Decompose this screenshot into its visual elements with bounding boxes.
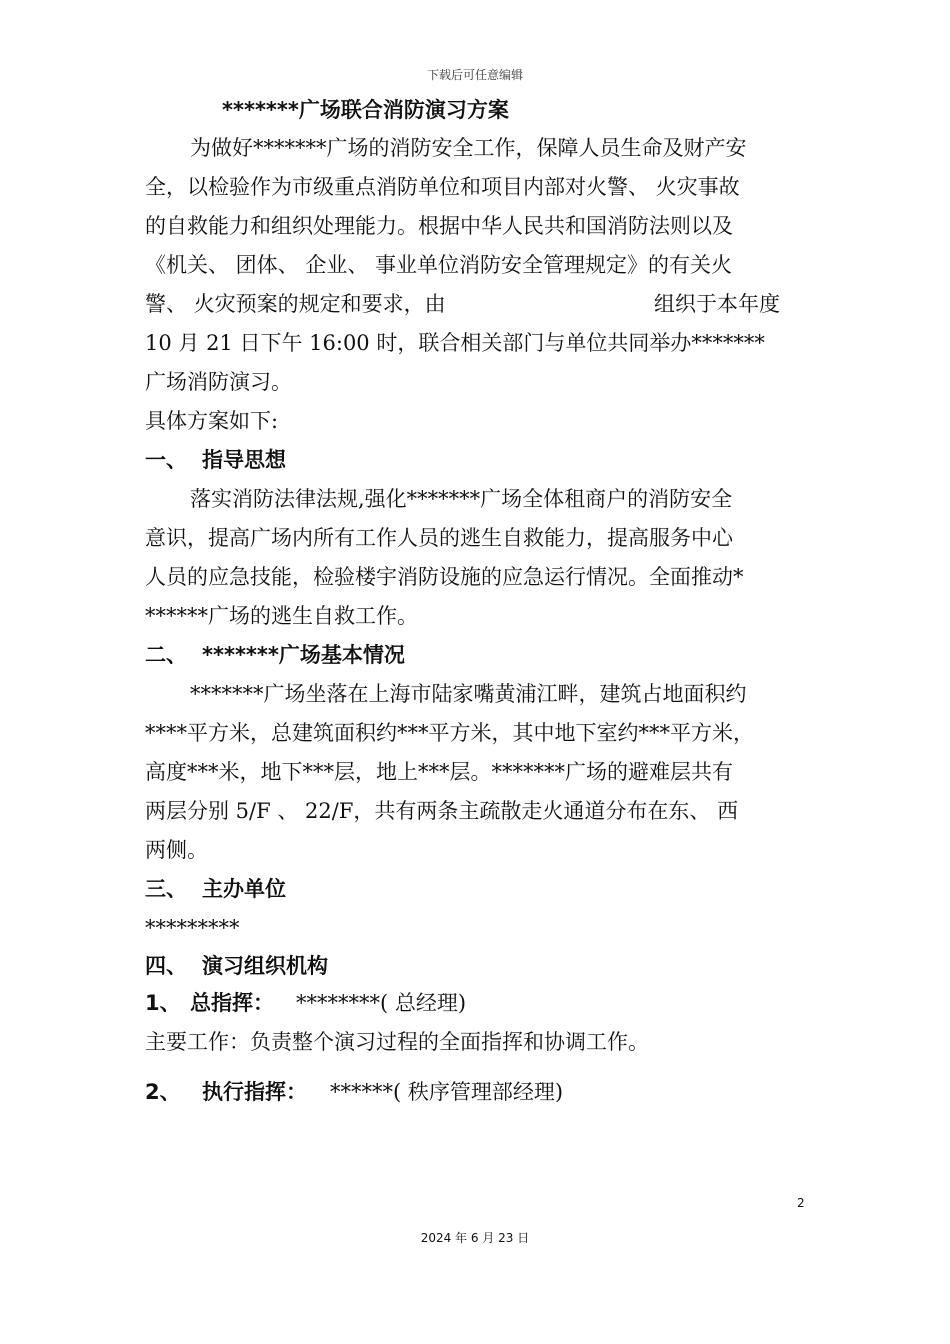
- item2-value: ******( 秩序管理部经理): [330, 1080, 564, 1104]
- section2-number: 二、: [145, 643, 187, 667]
- intro-line-5: 警、 火灾预案的规定和要求，由: [145, 292, 446, 316]
- item2-number: 2、: [145, 1080, 181, 1104]
- section3-number: 三、: [145, 877, 187, 901]
- section2-line-5: 两侧。: [145, 838, 208, 862]
- plan-intro: 具体方案如下:: [145, 409, 279, 433]
- intro-line-7: 广场消防演习。: [145, 370, 292, 394]
- page-number: 2: [797, 1196, 805, 1210]
- item2-label: 执行指挥：: [202, 1080, 307, 1104]
- section1-number: 一、: [145, 448, 187, 472]
- intro-line-4: 《机关、 团体、 企业、 事业单位消防安全管理规定》的有关火: [145, 253, 733, 277]
- section1-heading: 指导思想: [202, 448, 286, 472]
- section3-heading: 主办单位: [202, 877, 286, 901]
- section2-heading: *******广场基本情况: [202, 643, 405, 667]
- item1-work: 主要工作：负责整个演习过程的全面指挥和协调工作。: [145, 1030, 649, 1054]
- section2-line-2: ****平方米，总建筑面积约***平方米，其中地下室约***平方米，: [145, 721, 754, 745]
- item1-value: ********( 总经理): [296, 991, 467, 1015]
- section1-line-1: 落实消防法律法规,强化*******广场全体租商户的消防安全: [190, 487, 733, 511]
- section1-line-4: ******广场的逃生自救工作。: [145, 604, 418, 628]
- footer-date: 2024 年 6 月 23 日: [420, 1231, 530, 1245]
- section2-line-3: 高度***米，地下***层，地上***层。*******广场的避难层共有: [145, 760, 733, 784]
- section3-body: *********: [145, 916, 240, 940]
- intro-line-1: 为做好*******广场的消防安全工作，保障人员生命及财产安: [190, 136, 747, 160]
- section1-line-3: 人员的应急技能，检验楼宇消防设施的应急运行情况。全面推动*: [145, 565, 744, 589]
- item1-number: 1、: [145, 991, 181, 1015]
- section1-line-2: 意识，提高广场内所有工作人员的逃生自救能力，提高服务中心: [145, 526, 733, 550]
- section4-heading: 演习组织机构: [202, 954, 328, 978]
- page-header: 下载后可任意编辑: [426, 68, 523, 82]
- item1-label: 总指挥：: [190, 991, 274, 1015]
- section4-number: 四、: [145, 954, 187, 978]
- document-title: *******广场联合消防演习方案: [222, 98, 509, 122]
- intro-line-3: 的自救能力和组织处理能力。根据中华人民共和国消防法则以及: [145, 214, 733, 238]
- section2-line-4: 两层分别 5/F 、 22/F，共有两条主疏散走火通道分布在东、 西: [145, 799, 739, 823]
- section2-line-1: *******广场坐落在上海市陆家嘴黄浦江畔，建筑占地面积约: [190, 682, 747, 706]
- intro-line-6: 10 月 21 日下午 16:00 时，联合相关部门与单位共同举办*******: [145, 331, 765, 355]
- intro-line-2: 全，以检验作为市级重点消防单位和项目内部对火警、 火灾事故: [145, 175, 740, 199]
- intro-line-5-end: 组织于本年度: [654, 292, 780, 316]
